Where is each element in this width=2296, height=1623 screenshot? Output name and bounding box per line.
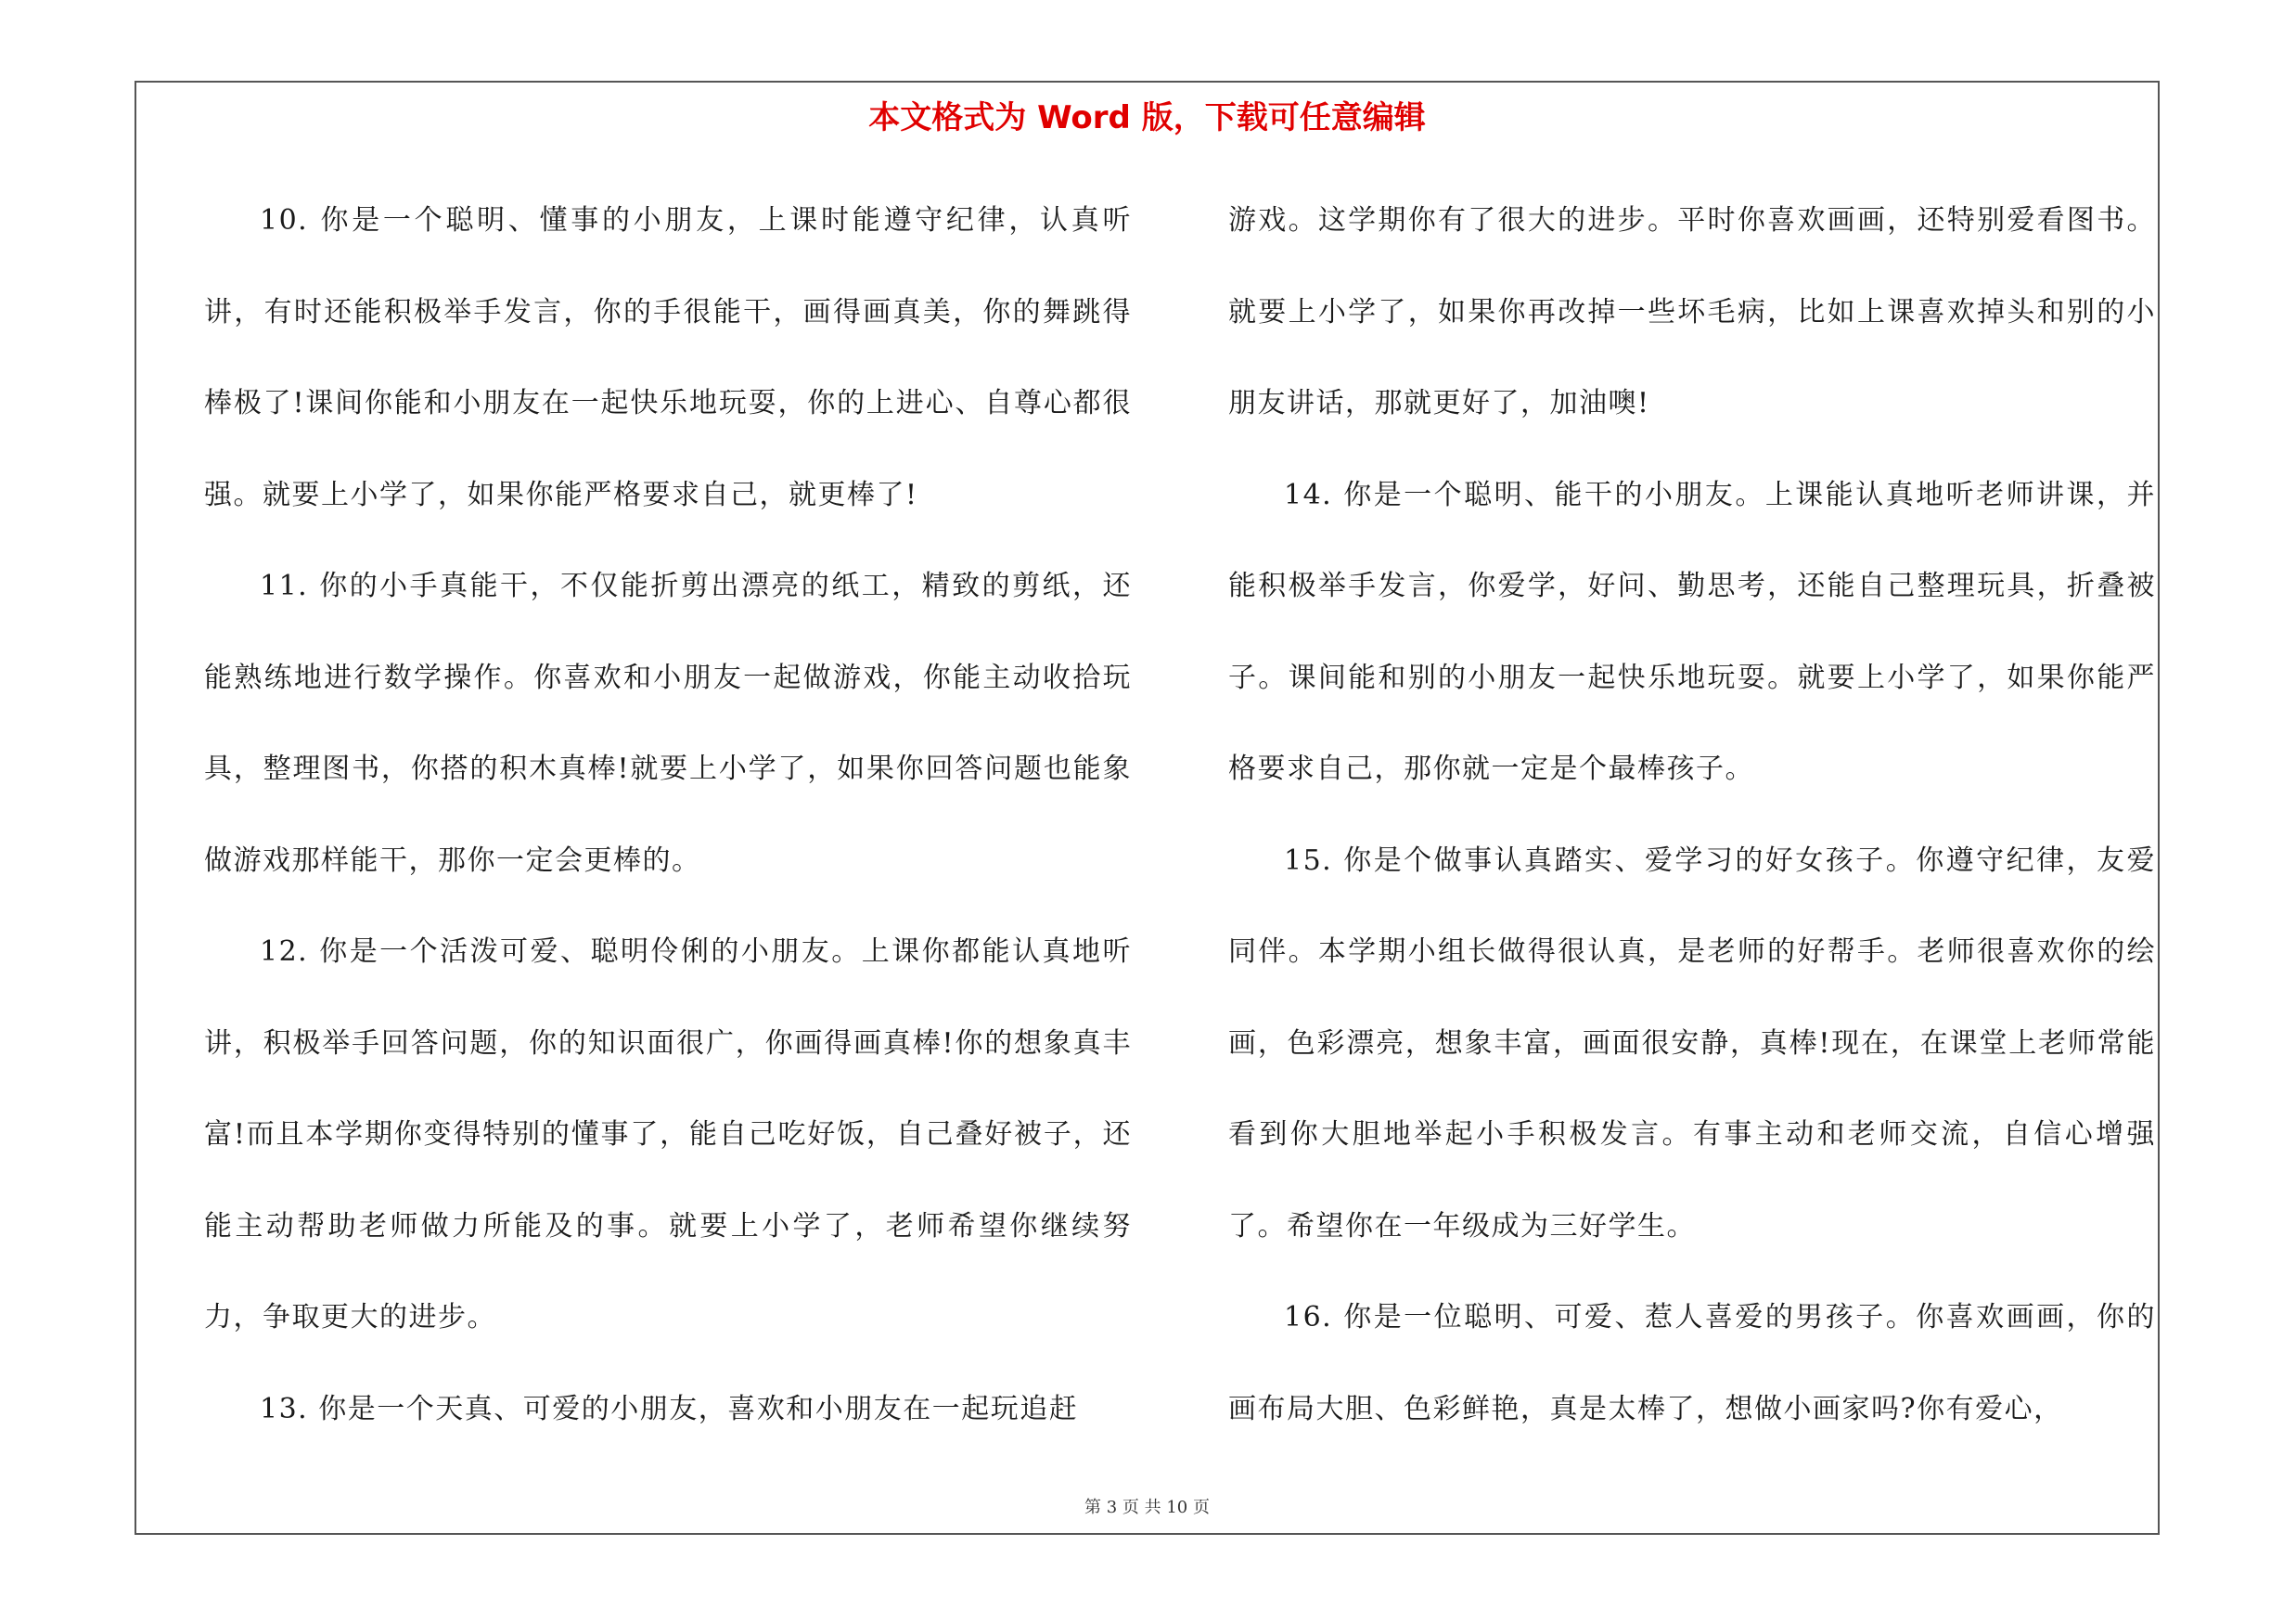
paragraph-14: 14. 你是一个聪明、能干的小朋友。上课能认真地听老师讲课，并能积极举手发言，你爱学，好问、勤思考，还能自己整理玩具，折叠被子。课间能和别的小朋友一起快乐地玩耍。就要上小学了，如果你能严格要求自己，那你就一定是个最棒孩子。 — [1228, 478, 2156, 785]
paragraph-13-start: 13. 你是一个天真、可爱的小朋友，喜欢和小朋友在一起玩追赶 — [260, 1392, 1079, 1425]
right-column — [1228, 175, 2156, 1455]
paragraph-11: 11. 你的小手真能干，不仅能折剪出漂亮的纸工，精致的剪纸，还能熟练地进行数学操作。你喜欢和小朋友一起做游戏，你能主动收拾玩具，整理图书，你搭的积木真棒!就要上小学了，如果你回答问题也能象做游戏那样能干，那你一定会更棒的。 — [204, 570, 1132, 877]
paragraph-10: 10. 你是一个聪明、懂事的小朋友，上课时能遵守纪律，认真听讲，有时还能积极举手发言，你的手很能干，画得画真美，你的舞跳得棒极了!课间你能和小朋友在一起快乐地玩耍，你的上进心、自尊心都很强。就要上小学了，如果你能严格要求自己，就更棒了! — [204, 204, 1132, 511]
paragraph-16-start: 16. 你是一位聪明、可爱、惹人喜爱的男孩子。你喜欢画画，你的画布局大胆、色彩鲜艳，真是太棒了，想做小画家吗?你有爱心， — [1228, 1301, 2156, 1425]
page-number-footer: 第 3 页 共 10 页 — [1084, 1498, 1210, 1517]
paragraph-12: 12. 你是一个活泼可爱、聪明伶俐的小朋友。上课你都能认真地听讲，积极举手回答问题，你的知识面很广，你画得画真棒!你的想象真丰富!而且本学期你变得特别的懂事了，能自己吃好饭，自己叠好被子，还能主动帮助老师做力所能及的事。就要上小学了，老师希望你继续努力，争取更大的进步。 — [204, 935, 1132, 1333]
page-frame — [135, 81, 2160, 1535]
paragraph-13-continuation: 游戏。这学期你有了很大的进步。平时你喜欢画画，还特别爱看图书。就要上小学了，如果你再改掉一些坏毛病，比如上课喜欢掉头和别的小朋友讲话，那就更好了，加油噢! — [1228, 204, 2156, 419]
header-banner: 本文格式为 Word 版，下载可任意编辑 — [868, 99, 1426, 136]
left-column — [204, 175, 1132, 1455]
paragraph-15: 15. 你是个做事认真踏实、爱学习的好女孩子。你遵守纪律，友爱同伴。本学期小组长做得很认真，是老师的好帮手。老师很喜欢你的绘画，色彩漂亮，想象丰富，画面很安静，真棒!现在，在课堂上老师常能看到你大胆地举起小手积极发言。有事主动和老师交流，自信心增强了。希望你在一年级成为三好学生。 — [1228, 844, 2156, 1243]
